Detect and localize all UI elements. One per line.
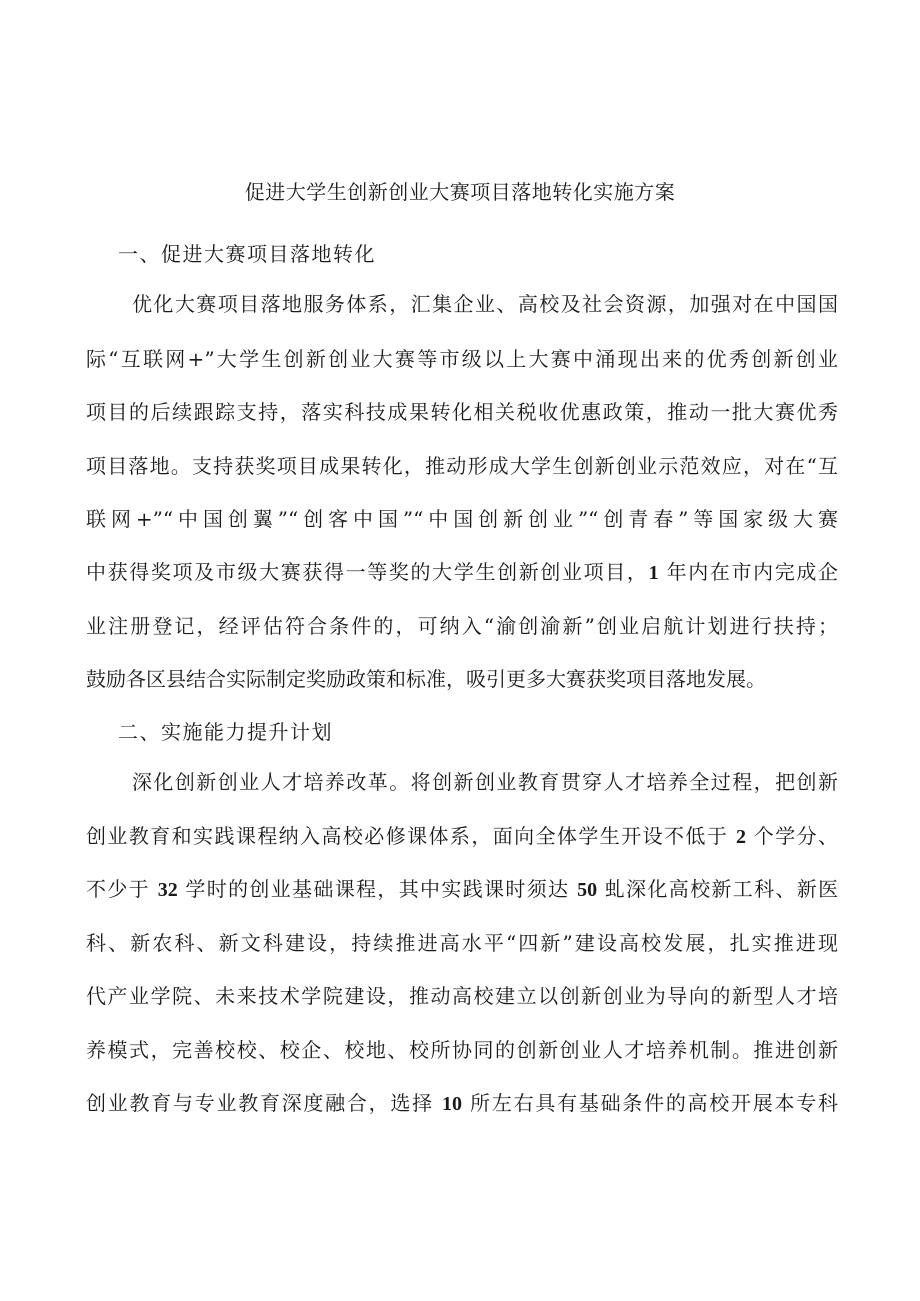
paragraph-line: 养模式，完善校校、校企、校地、校所协同的创新创业人才培养机制。推进创新 [86, 1038, 838, 1062]
number-text: 1 [648, 562, 659, 584]
document-title: 促进大学生创新创业大赛项目落地转化实施方案 [244, 180, 676, 204]
paragraph-line: 项目的后续跟踪支持，落实科技成果转化相关税收优惠政策，推动一批大赛优秀 [86, 400, 838, 424]
number-text: 50 [577, 879, 598, 901]
paragraph-line: 联网+”“中国创翼”“创客中国”“中国创新创业”“创青春”等国家级大赛 [86, 507, 838, 531]
line-text: 创业教育和实践课程纳入高校必修课体系，面向全体学生开设不低于 [86, 824, 729, 848]
line-text: 中获得奖项及市级大赛获得一等奖的大学生创新创业项目， [86, 560, 649, 584]
line-text: 所左右具有基础条件的高校开展本专科 [470, 1091, 839, 1115]
line-text: 创业教育与专业教育深度融合，选择 [86, 1091, 434, 1115]
paragraph-line [86, 558, 838, 587]
section-heading-2: 二、实施能力提升计划 [118, 720, 333, 744]
section-heading-1: 一、促进大赛项目落地转化 [118, 242, 376, 266]
paragraph-line: 优化大赛项目落地服务体系，汇集企业、高校及社会资源，加强对在中国国 [132, 292, 838, 316]
line-text: 年内在市内完成企 [666, 560, 839, 584]
paragraph-line: 际“互联网+”大学生创新创业大赛等市级以上大赛中涌现出来的优秀创新创业 [86, 347, 838, 371]
number-text: 2 [736, 826, 747, 848]
line-text: 虬深化高校新工科、新医 [604, 877, 839, 901]
paragraph-line: 代产业学院、未来技术学院建设，推动高校建立以创新创业为导向的新型人才培 [86, 984, 838, 1008]
paragraph-line: 鼓励各区县结合实际制定奖励政策和标准，吸引更多大赛获奖项目落地发展。 [86, 667, 766, 691]
paragraph-line [86, 1089, 838, 1118]
line-text: 个学分、 [753, 824, 839, 848]
number-text: 32 [157, 879, 178, 901]
paragraph-line: 深化创新创业人才培养改革。将创新创业教育贯穿人才培养全过程，把创新 [132, 770, 838, 794]
paragraph-line [86, 822, 838, 851]
number-text: 10 [442, 1093, 463, 1115]
paragraph-line: 业注册登记，经评估符合条件的，可纳入“渝创渝新”创业启航计划进行扶持； [86, 614, 838, 638]
line-text: 学时的创业基础课程，其中实践课时须达 [185, 877, 570, 901]
paragraph-line: 科、新农科、新文科建设，持续推进高水平“四新”建设高校发展，扎实推进现 [86, 931, 838, 955]
paragraph-line [86, 875, 838, 904]
line-text: 不少于 [86, 877, 150, 901]
paragraph-line: 项目落地。支持获奖项目成果转化，推动形成大学生创新创业示范效应，对在“互 [86, 454, 838, 478]
